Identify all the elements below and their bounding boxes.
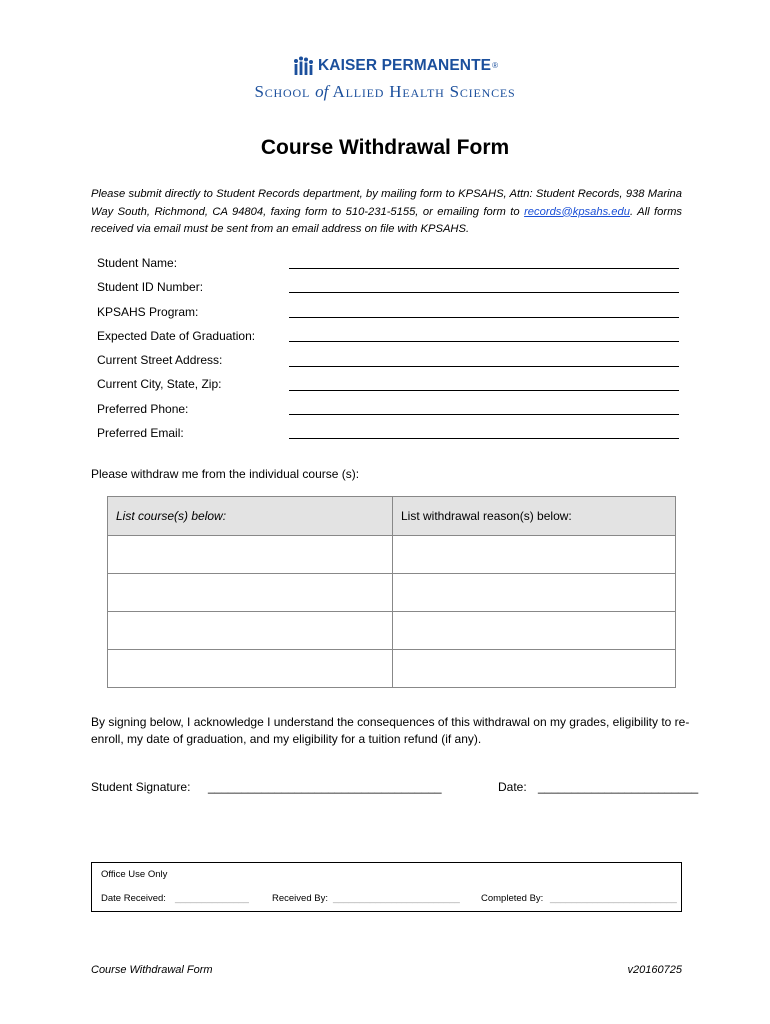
completed-by-label: Completed By:: [481, 893, 544, 904]
table-row: [108, 612, 676, 650]
graduation-date-label: Expected Date of Graduation:: [97, 329, 256, 343]
table-row: [108, 574, 676, 612]
reason-cell[interactable]: [393, 536, 676, 574]
street-address-label: Current Street Address:: [97, 353, 223, 367]
table-row: [108, 650, 676, 688]
acknowledgement-text: By signing below, I acknowledge I understand the consequences of this withdrawal on my grades, eligibility to re-enroll, my date of graduation, and my eligibility for a tuition refund (if any).: [91, 715, 690, 746]
signature-label: Student Signature:: [91, 780, 191, 794]
student-name-label: Student Name:: [97, 256, 178, 270]
student-id-label: Student ID Number:: [97, 280, 204, 294]
course-cell[interactable]: [108, 612, 393, 650]
reasons-header: List withdrawal reason(s) below:: [393, 497, 676, 536]
street-address-field[interactable]: [289, 366, 679, 367]
office-use-box: [91, 862, 682, 912]
reason-cell[interactable]: [393, 612, 676, 650]
brand-name: KAISER PERMANENTE: [318, 57, 492, 74]
phone-label: Preferred Phone:: [97, 402, 189, 416]
course-cell[interactable]: [108, 574, 393, 612]
program-label: KPSAHS Program:: [97, 305, 199, 319]
kaiser-people-icon: [292, 55, 314, 77]
course-cell[interactable]: [108, 650, 393, 688]
phone-field[interactable]: [289, 414, 679, 415]
intro-text-2: . All forms received via email must be sent from an email address on file with KPSAHS.: [91, 205, 682, 235]
school-name: [0, 82, 770, 102]
school-suffix: Allied Health Sciences: [332, 82, 516, 101]
received-by-field[interactable]: ________________________: [333, 893, 460, 904]
completed-by-field[interactable]: ________________________: [550, 893, 677, 904]
footer-form-name: Course Withdrawal Form: [91, 964, 213, 976]
registered-mark: ®: [492, 61, 498, 70]
course-cell[interactable]: [108, 536, 393, 574]
city-state-zip-label: Current City, State, Zip:: [97, 377, 222, 391]
email-label: Preferred Email:: [97, 426, 184, 440]
student-name-field[interactable]: [289, 268, 679, 269]
courses-header: List course(s) below:: [108, 497, 393, 536]
date-received-field[interactable]: ______________: [175, 893, 249, 904]
reason-cell[interactable]: [393, 574, 676, 612]
intro-paragraph: [91, 186, 682, 239]
signature-field[interactable]: ___________________________________: [208, 780, 442, 794]
date-received-label: Date Received:: [101, 893, 166, 904]
email-field[interactable]: [289, 438, 679, 439]
withdraw-instruction: Please withdraw me from the individual course (s):: [91, 467, 360, 481]
intro-text-1: Please submit directly to Student Records department, by mailing form to KPSAHS, Attn: Student Records, 938 Marina Way South, Richmond, CA 94804, faxing form to 510-231-5155, or emailing form to: [91, 188, 682, 218]
school-prefix: School: [254, 82, 311, 101]
received-by-label: Received By:: [272, 893, 328, 904]
student-id-field[interactable]: [289, 292, 679, 293]
table-header-row: [108, 497, 676, 536]
table-row: [108, 536, 676, 574]
kaiser-logo: [292, 54, 498, 78]
records-email-link[interactable]: records@kpsahs.edu: [524, 205, 630, 218]
footer-version: v20160725: [627, 964, 682, 976]
school-of: of: [315, 82, 329, 101]
date-label: Date:: [498, 780, 527, 794]
course-table: [107, 496, 676, 688]
city-state-zip-field[interactable]: [289, 390, 679, 391]
date-field[interactable]: ________________________: [538, 780, 699, 794]
office-use-title: Office Use Only: [101, 869, 168, 880]
reason-cell[interactable]: [393, 650, 676, 688]
page-title: Course Withdrawal Form: [260, 136, 510, 159]
graduation-date-field[interactable]: [289, 341, 679, 342]
program-field[interactable]: [289, 317, 679, 318]
